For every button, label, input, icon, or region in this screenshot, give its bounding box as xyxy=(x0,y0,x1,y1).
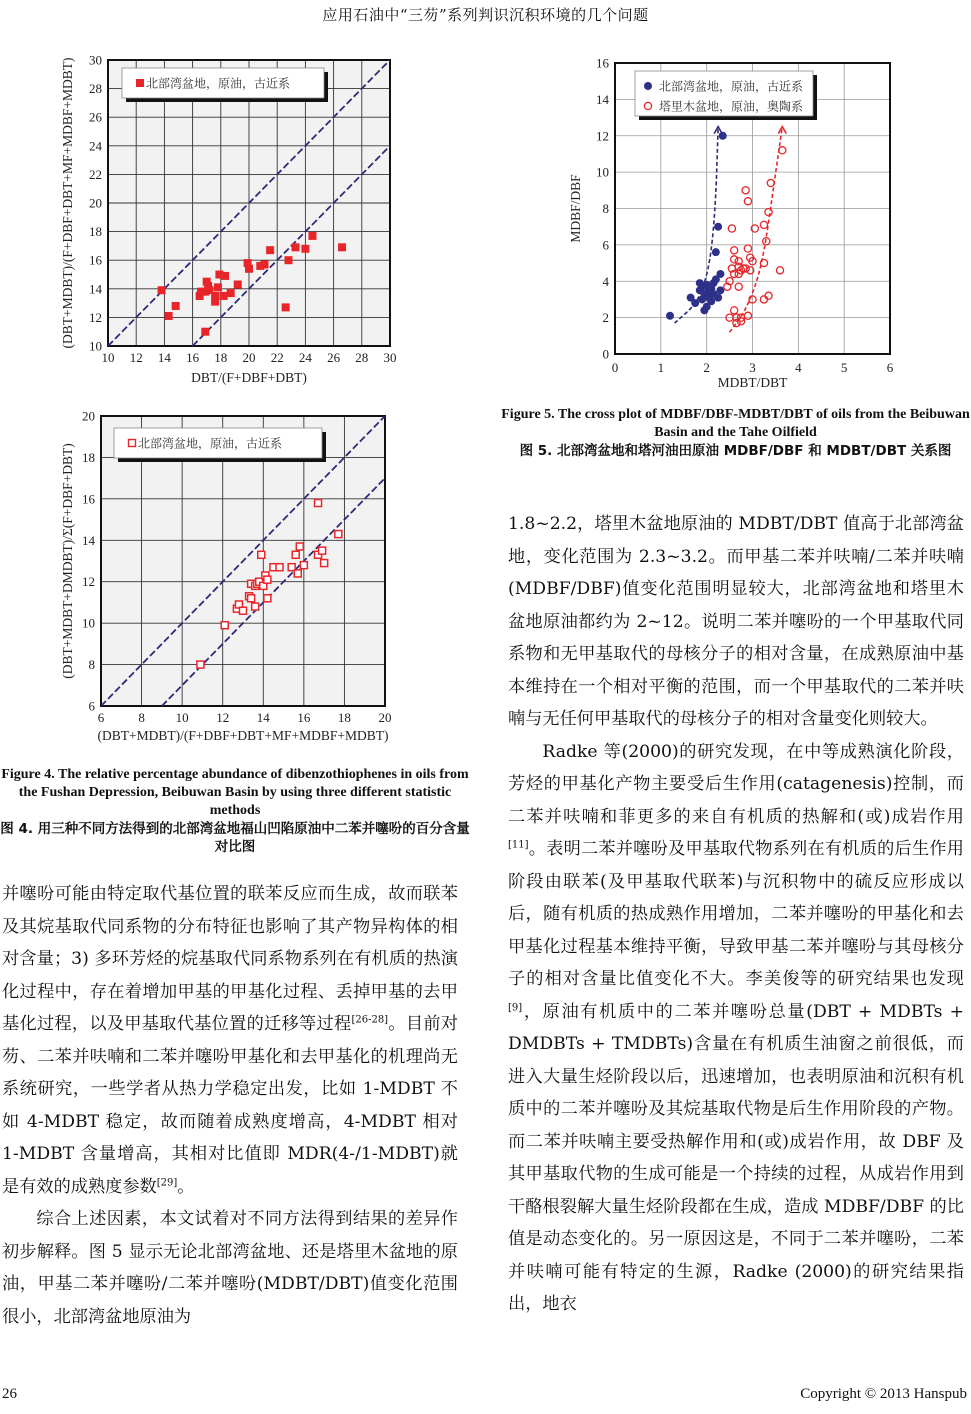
x-tick-label: 12 xyxy=(129,350,143,365)
data-point xyxy=(714,223,722,231)
figure-4a-svg xyxy=(0,50,470,395)
y-tick-label: 8 xyxy=(88,657,95,673)
x-axis-label: (DBT+MDBT)/(F+DBF+DBT+MF+MDBF+MDBT) xyxy=(97,728,389,743)
x-tick-label: 3 xyxy=(749,360,756,375)
y-tick-label: 26 xyxy=(89,109,102,125)
running-header: 应用石油中“三芴”系列判识沉积环境的几个问题 xyxy=(322,6,649,24)
data-point xyxy=(301,245,309,253)
figure-5-caption xyxy=(500,406,971,460)
x-tick-label: 18 xyxy=(214,350,228,365)
x-axis-label: MDBT/DBT xyxy=(717,375,788,390)
data-point xyxy=(292,551,299,558)
data-point xyxy=(221,622,228,629)
y-tick-label: 24 xyxy=(89,138,102,154)
x-tick-label: 1 xyxy=(657,360,665,375)
citation-ref: [29] xyxy=(156,1176,178,1188)
y-tick-label: 28 xyxy=(89,81,102,97)
x-tick-label: 20 xyxy=(242,350,256,365)
data-point xyxy=(245,265,253,273)
figure-5-caption-en: Figure 5. The cross plot of MDBF/DBF-MDBT/DBT of oils from the Beibuwan Basin and the Tahe Oilfield xyxy=(501,407,970,440)
figure-4b-svg xyxy=(0,400,470,750)
y-tick-label: 4 xyxy=(602,273,609,289)
paragraph xyxy=(508,508,964,736)
text-run: 。目前对芴、二苯并呋喃和二苯并噻吩甲基化和去甲基化的机理尚无系统研究，一些学者从热力学稳定出发，比如 1-MDBT 不如 4-MDBT 稳定，故而随着成熟度增高，4-MDBT 相对 1-MDBT 含量增高，其相对比值即 MDR(4-/1-MDBT)就是有效的成熟度参数 xyxy=(2,1014,458,1197)
figure-4-caption-en: Figure 4. The relative percentage abundance of dibenzothiophenes in oils from the Fushan Depression, Beibuwan Basin by using three different statistic methods xyxy=(1,767,469,818)
figure-4b-chart xyxy=(0,400,470,750)
legend-marker xyxy=(136,79,144,87)
data-point xyxy=(197,661,204,668)
data-point xyxy=(227,289,235,297)
text-run: ，原油有机质中的二苯并噻吩总量(DBT + MDBTs + DMDBTs + TMDBTs)含量在有机质生油窗之前很低，而进入大量生烃阶段以后，迅速增加，也表明原油和沉积有机质中的二苯并噻吩及其烷基取代物是后生作用阶段的产物。而二苯并呋喃主要受热解作用和(或)成岩作用，故 DBF 及其甲基取代物的生成可能是一个持续的过程，从成岩作用到干酪根裂解大量生烃阶段都在生成，造成 MDBF/DBF 的比值是动态变化的。另一原因这是，不同于二苯并噻吩，二苯并呋喃可能有特定的生源，Radke (2000)的研究结果指出，地衣 xyxy=(508,1001,964,1314)
data-point xyxy=(165,312,173,320)
data-point xyxy=(315,500,322,507)
data-point xyxy=(338,243,346,251)
x-tick-label: 10 xyxy=(175,710,189,725)
data-point xyxy=(276,564,283,571)
figure-5-caption-zh: 图 5. 北部湾盆地和塔河油田原油 MDBF/DBF 和 MDBT/DBT 关系图 xyxy=(519,443,952,459)
data-point xyxy=(264,576,271,583)
data-point xyxy=(261,260,269,268)
figure-4-caption xyxy=(0,766,470,856)
y-tick-label: 18 xyxy=(82,449,95,465)
figure-5-svg xyxy=(500,50,971,395)
citation-ref: [9] xyxy=(508,1001,523,1013)
paragraph xyxy=(2,1203,458,1333)
data-point xyxy=(201,328,209,336)
x-tick-label: 30 xyxy=(383,350,397,365)
data-point xyxy=(211,298,219,306)
y-tick-label: 16 xyxy=(596,55,609,71)
data-point xyxy=(719,132,727,140)
legend-label: 北部湾盆地，原油，古近系 xyxy=(659,79,804,94)
y-tick-label: 10 xyxy=(89,338,102,354)
x-tick-label: 20 xyxy=(378,710,392,725)
x-tick-label: 28 xyxy=(355,350,369,365)
x-axis-label: DBT/(F+DBF+DBT) xyxy=(191,370,307,385)
x-tick-label: 16 xyxy=(186,350,200,365)
figure-4a-chart xyxy=(0,50,470,395)
data-point xyxy=(214,283,222,291)
data-point xyxy=(300,562,307,569)
copyright: Copyright © 2013 Hanspub xyxy=(800,1386,967,1402)
right-column-text xyxy=(508,508,964,1321)
data-point xyxy=(234,281,242,289)
x-tick-label: 12 xyxy=(216,710,230,725)
x-tick-label: 5 xyxy=(840,360,848,375)
text-run: 综合上述因素，本文试着对不同方法得到结果的差异作初步解释。图 5 显示无论北部湾盆地、还是塔里木盆地的原油，甲基二苯并噻吩/二苯并噻吩(MDBT/DBT)值变化范围很小，北部湾盆地原油为 xyxy=(2,1209,458,1327)
data-point xyxy=(691,299,699,307)
data-point xyxy=(258,551,265,558)
data-point xyxy=(266,246,274,254)
y-tick-label: 12 xyxy=(82,574,95,590)
data-point xyxy=(294,570,301,577)
y-tick-label: 30 xyxy=(89,52,102,68)
legend-label: 北部湾盆地，原油，古近系 xyxy=(146,76,291,91)
x-tick-label: 22 xyxy=(270,350,284,365)
figure-4-caption-zh: 图 4. 用三种不同方法得到的北部湾盆地福山凹陷原油中二苯并噻吩的百分含量对比图 xyxy=(0,821,470,855)
y-tick-label: 12 xyxy=(89,309,102,325)
y-tick-label: 14 xyxy=(89,281,102,297)
text-run: 1.8~2.2，塔里木盆地原油的 MDBT/DBT 值高于北部湾盆地，变化范围为 2.3~3.2。而甲基二苯并呋喃/二苯并呋喃(MDBF/DBF)值变化范围明显较大，北部湾盆地和塔里木盆地原油都约为 2~12。说明二苯并噻吩的一个甲基取代同系物和无甲基取代的母核分子的相对含量，在成熟原油中基本维持在一个相对平衡的范围，而一个甲基取代的二苯并呋喃与无任何甲基取代的母核分子的相对含量变化则较大。 xyxy=(508,514,964,729)
x-tick-label: 18 xyxy=(337,710,351,725)
data-point xyxy=(284,256,292,264)
x-tick-label: 16 xyxy=(297,710,311,725)
x-tick-label: 8 xyxy=(138,710,145,725)
x-tick-label: 10 xyxy=(101,350,115,365)
legend-label: 北部湾盆地，原油，古近系 xyxy=(138,436,283,451)
data-point xyxy=(292,243,300,251)
paragraph xyxy=(2,878,458,1203)
y-tick-label: 16 xyxy=(82,491,95,507)
y-tick-label: 14 xyxy=(596,91,609,107)
citation-ref: [26-28] xyxy=(351,1014,389,1026)
text-run: 。表明二苯并噻吩及甲基取代物系列在有机质的后生作用阶段由联苯(及甲基取代联苯)与沉积物中的硫反应形成以后，随有机质的热成熟作用增加，二苯并噻吩的甲基化和去甲基化过程基本维持平衡，导致甲基二苯并噻吩与其母核分子的相对含量比值变化不大。李美俊等的研究结果也发现 xyxy=(508,839,964,989)
data-point xyxy=(714,294,722,302)
data-point xyxy=(240,607,247,614)
y-axis-label: MDBF/DBF xyxy=(568,174,583,243)
data-point xyxy=(712,248,720,256)
data-point xyxy=(264,595,271,602)
legend-marker xyxy=(129,440,136,447)
x-tick-label: 26 xyxy=(327,350,341,365)
data-point xyxy=(335,531,342,538)
text-run: 并噻吩可能由特定取代基位置的联苯反应而生成，故而联苯及其烷基取代同系物的分布特征也影响了其产物异构体的相对含量；3) 多环芳烃的烷基取代同系物系列在有机质的热演化过程中，存在着增加甲基的甲基化过程、丢掉甲基的去甲基化过程，以及甲基取代基位置的迁移等过程 xyxy=(2,884,458,1034)
y-tick-label: 6 xyxy=(88,698,95,714)
citation-ref: [11] xyxy=(508,839,529,851)
data-point xyxy=(308,232,316,240)
legend-marker xyxy=(644,82,652,90)
page-number: 26 xyxy=(2,1386,17,1402)
data-point xyxy=(158,286,166,294)
data-point xyxy=(248,595,255,602)
legend-label: 塔里木盆地，原油，奥陶系 xyxy=(659,99,804,114)
data-point xyxy=(319,547,326,554)
y-tick-label: 14 xyxy=(82,532,95,548)
y-tick-label: 10 xyxy=(596,164,609,180)
y-tick-label: 22 xyxy=(89,166,102,182)
x-tick-label: 14 xyxy=(256,710,270,725)
data-point xyxy=(321,560,328,567)
y-tick-label: 20 xyxy=(82,408,95,424)
figure-5-chart xyxy=(500,50,971,395)
x-tick-label: 14 xyxy=(157,350,171,365)
data-point xyxy=(282,303,290,311)
y-axis-label: (DBT+MDBT+DMDBT)/Σ(F+DBF+DBT) xyxy=(60,443,75,679)
data-point xyxy=(296,543,303,550)
y-tick-label: 16 xyxy=(89,252,102,268)
data-point xyxy=(221,272,229,280)
data-point xyxy=(172,302,180,310)
x-tick-label: 4 xyxy=(795,360,802,375)
x-tick-label: 0 xyxy=(611,360,619,375)
data-point xyxy=(707,297,715,305)
y-axis-label: (DBT+MDBT)/(F+DBF+DBT+MF+MDBF+MDBT) xyxy=(60,57,75,349)
paragraph xyxy=(508,736,964,1321)
data-point xyxy=(252,603,259,610)
y-tick-label: 18 xyxy=(89,224,102,240)
left-column-text xyxy=(2,878,458,1333)
y-tick-label: 10 xyxy=(82,615,95,631)
y-tick-label: 12 xyxy=(596,128,609,144)
text-run: 。 xyxy=(177,1176,195,1197)
data-point xyxy=(220,292,228,300)
y-tick-label: 6 xyxy=(602,237,609,253)
text-run: Radke 等(2000)的研究发现，在中等成熟演化阶段，芳烃的甲基化产物主要受后生作用(catagenesis)控制，而二苯并呋喃和菲更多的来自有机质的热解和(或)成岩作用 xyxy=(508,741,964,827)
y-tick-label: 0 xyxy=(602,346,609,362)
data-point xyxy=(716,270,724,278)
x-tick-label: 6 xyxy=(886,360,894,375)
x-tick-label: 24 xyxy=(298,350,312,365)
data-point xyxy=(666,312,674,320)
x-tick-label: 2 xyxy=(703,360,710,375)
y-tick-label: 20 xyxy=(89,195,102,211)
y-tick-label: 8 xyxy=(602,201,609,216)
x-tick-label: 6 xyxy=(97,710,105,725)
y-tick-label: 2 xyxy=(602,310,609,326)
